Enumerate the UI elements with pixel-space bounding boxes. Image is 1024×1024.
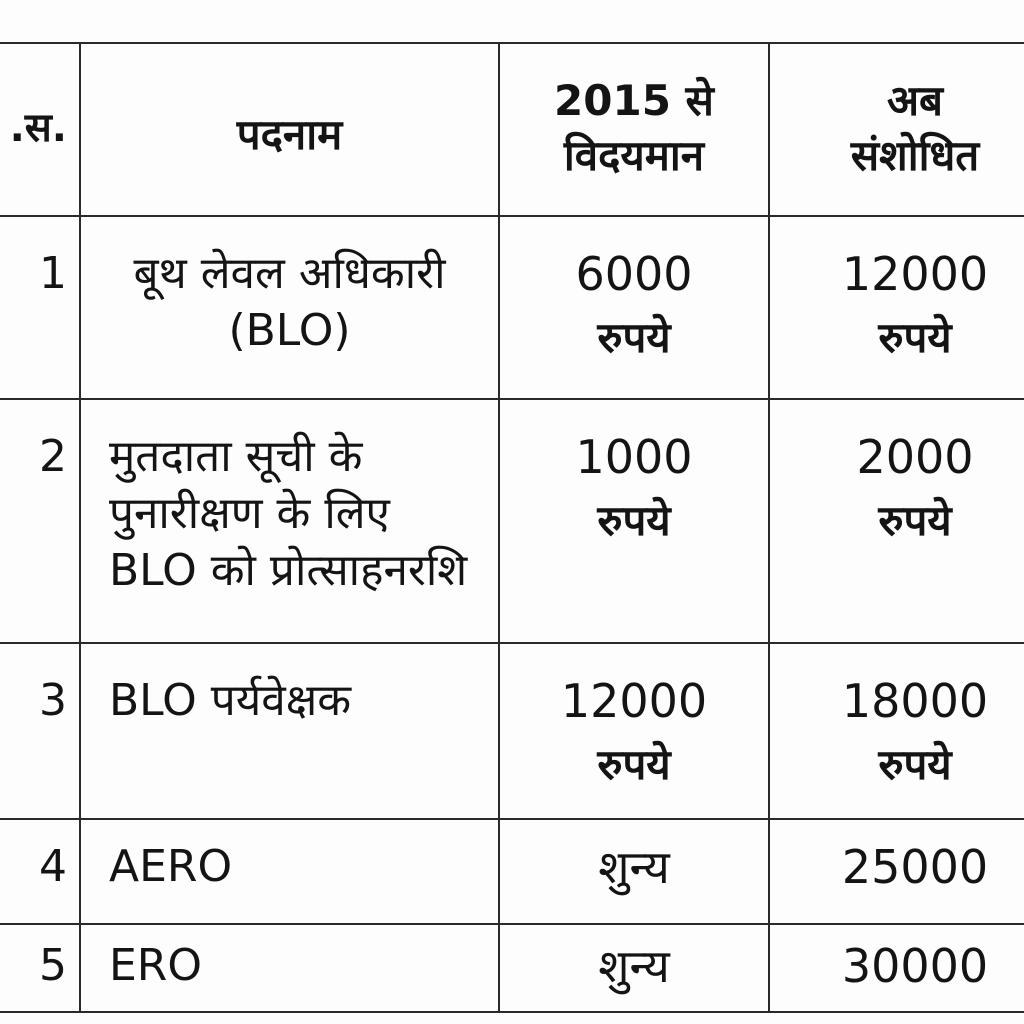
revised-amount-unit: रुपये	[878, 495, 952, 545]
revised-amount-unit: रुपये	[878, 739, 952, 789]
row-serial: 2	[0, 399, 80, 643]
row-serial: 4	[0, 819, 80, 924]
row-serial: 5	[0, 924, 80, 1012]
row-serial: 1	[0, 216, 80, 399]
table-row	[0, 819, 1024, 924]
table-row	[0, 399, 1024, 643]
header-existing-line2: विदयमान	[563, 130, 705, 180]
revised-amount-value: 30000	[841, 939, 989, 993]
row-post	[80, 819, 499, 924]
header-post: पदनाम	[80, 43, 499, 216]
existing-amount-value: 1000	[575, 430, 693, 484]
row-post	[80, 924, 499, 1012]
row-existing-amount	[499, 643, 769, 819]
existing-amount-unit: रुपये	[597, 739, 671, 789]
header-existing-2015	[499, 43, 769, 216]
header-revised-line2: संशोधित	[850, 130, 980, 180]
table-header-row	[0, 43, 1024, 216]
header-revised	[769, 43, 1024, 216]
existing-amount-value: शुन्य	[598, 939, 670, 993]
row-existing-amount	[499, 924, 769, 1012]
existing-amount-value: 12000	[560, 674, 708, 728]
honorarium-table	[0, 42, 1024, 1013]
row-existing-amount	[499, 399, 769, 643]
row-post-line: पुनारीक्षण के लिए	[109, 488, 390, 540]
row-post-line: ERO	[109, 940, 203, 991]
row-post-line: BLO को प्रोत्साहनरशि	[109, 545, 468, 597]
table-row	[0, 643, 1024, 819]
row-post	[80, 399, 499, 643]
row-post	[80, 643, 499, 819]
row-revised-amount	[769, 924, 1024, 1012]
row-existing-amount	[499, 819, 769, 924]
existing-amount-unit: रुपये	[597, 312, 671, 362]
row-existing-amount	[499, 216, 769, 399]
revised-amount-value: 18000	[841, 674, 989, 728]
table-row	[0, 924, 1024, 1012]
row-revised-amount	[769, 819, 1024, 924]
revised-amount-value: 25000	[841, 840, 989, 894]
row-post-line: AERO	[109, 841, 233, 892]
row-post-line: BLO पर्यवेक्षक	[109, 675, 352, 726]
revised-amount-value: 2000	[856, 430, 974, 484]
revised-amount-unit: रुपये	[878, 312, 952, 362]
table-row	[0, 216, 1024, 399]
row-revised-amount	[769, 216, 1024, 399]
row-post-line: मुतदाता सूची के	[109, 431, 363, 482]
header-serial: .स.	[0, 43, 80, 216]
revised-amount-value: 12000	[841, 247, 989, 301]
row-post	[80, 216, 499, 399]
existing-amount-value: शुन्य	[598, 840, 670, 894]
header-revised-line1: अब	[886, 76, 944, 125]
row-revised-amount	[769, 643, 1024, 819]
existing-amount-unit: रुपये	[597, 495, 671, 545]
row-serial: 3	[0, 643, 80, 819]
existing-amount-value: 6000	[575, 247, 693, 301]
row-post-line: (BLO)	[228, 305, 351, 357]
row-revised-amount	[769, 399, 1024, 643]
row-post-line: बूथ लेवल अधिकारी	[133, 248, 446, 299]
header-existing-line1: 2015 से	[554, 76, 714, 125]
